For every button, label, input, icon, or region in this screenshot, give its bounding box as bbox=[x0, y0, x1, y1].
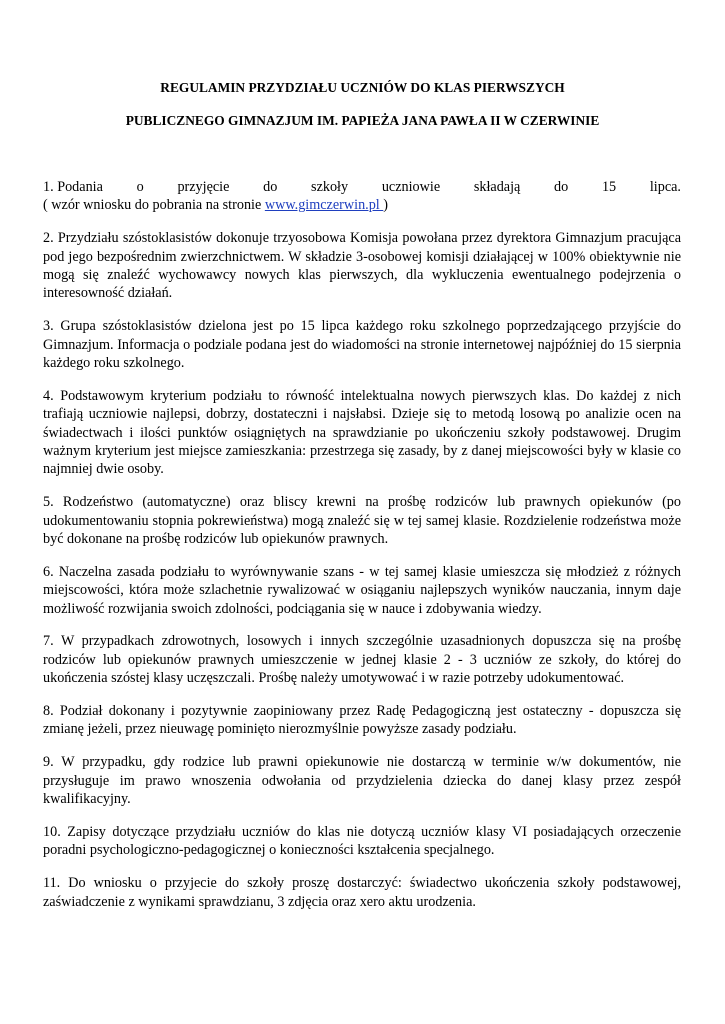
p1-word: uczniowie bbox=[381, 179, 441, 195]
paragraph-6: 6. Naczelna zasada podziału to wyrównywanie szans - w tej samej klasie umieszcza się młodzież z różnych miejscowości, która może szlachetnie rywalizować w osiąganiu najlepszych wyników nauczania, innym daje możliwość rozwijania swoich zdolności, podciągania się w nauce i zdobywania wiedzy. bbox=[43, 563, 681, 617]
paragraph-9: 9. W przypadku, gdy rodzice lub prawni opiekunowie nie dostarczą w terminie w/w dokumentów, nie przysługuje im prawo wnoszenia odwołania od przydzielenia dziecka do danej klasy przez zespół kwalifikacyjny. bbox=[43, 754, 681, 808]
website-link[interactable]: www.gimczerwin.pl bbox=[264, 197, 384, 214]
p1-word: 15 bbox=[601, 179, 617, 195]
regulations-body bbox=[43, 178, 681, 925]
p1-line2-prefix: ( wzór wniosku do pobrania na stronie bbox=[43, 197, 265, 214]
paragraph-1-line1 bbox=[43, 178, 681, 196]
paragraph-1-line2 bbox=[43, 196, 681, 214]
paragraph-4: 4. Podstawowym kryterium podziału to równość intelektualna nowych pierwszych klas. Do każdej z nich trafiają uczniowie najlepsi, dobrzy, dostateczni i najsłabsi. Dzieje się to metodą losową po analizie ocen na świadectwach i ilości punktów osiągniętych na sprawdzianie po ukończeniu szkoły podstawowej. Drugim ważnym kryterium jest miejsce zamieszkania: przestrzega się zasady, by z danej miejscowości były w klasie co najmniej dwie osoby. bbox=[43, 387, 681, 478]
paragraph-3: 3. Grupa szóstoklasistów dzielona jest po 15 lipca każdego roku szkolnego poprzedzającego przyjście do Gimnazjum. Informacja o podziale podana jest do wiadomości na stronie internetowej najpóźniej do 15 sierpnia każdego roku szkolnego. bbox=[43, 318, 681, 372]
p1-word: do bbox=[554, 179, 569, 195]
p1-word: przyjęcie bbox=[177, 179, 230, 195]
document-title-line1: REGULAMIN PRZYDZIAŁU UCZNIÓW DO KLAS PIERWSZYCH bbox=[160, 80, 565, 95]
p1-word: 1. Podania bbox=[43, 179, 103, 195]
paragraph-11: 11. Do wniosku o przyjecie do szkoły proszę dostarczyć: świadectwo ukończenia szkoły podstawowej, zaświadczenie z wynikami sprawdzianu, 3 zdjęcia oraz xero aktu urodzenia. bbox=[43, 875, 681, 910]
paragraph-10: 10. Zapisy dotyczące przydziału uczniów do klas nie dotyczą uczniów klasy VI posiadających orzeczenie poradni psychologiczno-pedagogicznej o konieczności kształcenia specjalnego. bbox=[43, 823, 681, 859]
paragraph-2: 2. Przydziału szóstoklasistów dokonuje trzyosobowa Komisja powołana przez dyrektora Gimnazjum pracująca pod jego bezpośrednim zwierzchnictwem. W składzie 3-osobowej komisji działającej w 100% obiektywnie nie mogą się znaleźć wychowawcy nowych klas pierwszych, dla wykluczenia ewentualnego podejrzenia o interesowność działań. bbox=[43, 230, 681, 302]
p1-word: składają bbox=[473, 179, 521, 195]
p1-word: szkoły bbox=[311, 179, 349, 195]
p1-word: o bbox=[136, 179, 144, 195]
p1-word: lipca. bbox=[649, 179, 681, 195]
paragraph-7: 7. W przypadkach zdrowotnych, losowych i innych szczególnie uzasadnionych dopuszcza się na prośbę rodziców lub opiekunów prawnych umieszczenie w jednej klasie 2 - 3 uczniów ze szkoły, do której do ukończenia szóstej klasy uczęszczali. Prośbę należy umotywować i w razie potrzeby udokumentować. bbox=[43, 633, 681, 687]
paragraph-1 bbox=[43, 178, 681, 215]
p1-line2-suffix: ) bbox=[383, 197, 389, 214]
paragraph-5: 5. Rodzeństwo (automatyczne) oraz bliscy krewni na prośbę rodziców lub prawnych opiekunów (po udokumentowaniu stopnia pokrewieństwa) mogą znaleźć się w tej samej klasie. Rozdzielenie rodzeństwa może być dokonane na prośbę rodziców lub opiekunów prawnych. bbox=[43, 494, 681, 548]
paragraph-8: 8. Podział dokonany i pozytywnie zaopiniowany przez Radę Pedagogiczną jest ostateczny - dopuszcza się zmianę jeżeli, przez nieuwagę pominięto nierozmyślnie powyższe zasady podziału. bbox=[43, 703, 681, 738]
p1-word: do bbox=[263, 179, 278, 195]
document-title-line2: PUBLICZNEGO GIMNAZJUM IM. PAPIEŻA JANA PAWŁA II W CZERWINIE bbox=[125, 113, 600, 128]
